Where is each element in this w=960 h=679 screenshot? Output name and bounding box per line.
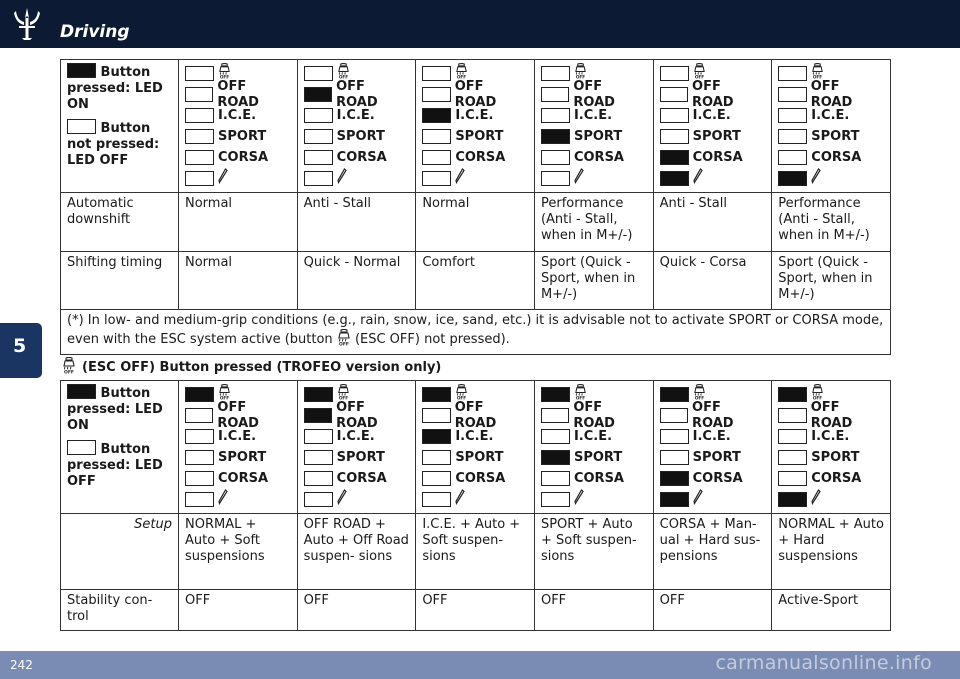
note-text-before: (*) In low- and medium-grip conditions (e.g., rain, snow, ice, sand, etc.) it is advisable not to activate SPORT or CORSA mode, even with the ESC system active (button: [67, 313, 884, 347]
button-state-cell: [179, 381, 298, 514]
mode-led: [778, 471, 807, 486]
manual-button-row: [304, 168, 410, 189]
mode-label: OFF ROAD: [217, 399, 259, 431]
manual-button-row: [660, 489, 766, 510]
mode-led: [422, 471, 451, 486]
chapter-tab[interactable]: [0, 323, 42, 378]
manual-button-row: [422, 489, 528, 510]
mode-label: SPORT: [336, 449, 385, 465]
mode-row-corsa: [778, 147, 884, 168]
svg-text:OFF: OFF: [575, 74, 586, 79]
svg-text:OFF: OFF: [219, 395, 230, 400]
mode-row-corsa: [660, 147, 766, 168]
table-cell: Normal: [416, 193, 535, 252]
mode-led: [778, 450, 807, 465]
paddle-icon: [218, 489, 228, 510]
manual-led: [185, 492, 214, 507]
mode-led: [541, 108, 570, 123]
led-status-row: [61, 60, 891, 193]
mode-label: SPORT: [455, 128, 504, 144]
note-text-after: (ESC OFF) not pressed).: [354, 332, 510, 347]
manual-button-row: [541, 489, 647, 510]
manual-button-row: [778, 489, 884, 510]
mode-label: OFF ROAD: [810, 78, 853, 110]
mode-led: [778, 408, 806, 423]
mode-led: [541, 429, 570, 444]
manual-led: [304, 171, 333, 186]
mode-row-corsa: [541, 468, 647, 489]
manual-button-row: [304, 489, 410, 510]
mode-led: [304, 408, 332, 423]
mode-row-sport: [660, 447, 766, 468]
table-cell: Performance (Anti - Stall, when in M+/-): [534, 193, 653, 252]
svg-text:OFF: OFF: [694, 395, 704, 400]
table-cell: Comfort: [416, 252, 535, 310]
mode-led: [541, 471, 570, 486]
mode-led: [422, 129, 451, 144]
mode-row-sport: [541, 447, 647, 468]
esc-led: [304, 387, 333, 402]
paddle-icon: [811, 489, 821, 510]
section-2-heading: [62, 357, 441, 378]
legend-cell: [61, 381, 179, 514]
mode-row-sport: [185, 126, 291, 147]
mode-label: I.C.E.: [218, 107, 257, 123]
mode-label: CORSA: [218, 470, 269, 486]
mode-led: [304, 150, 333, 165]
mode-row-sport: [778, 126, 884, 147]
button-state-cell: [772, 60, 891, 193]
manual-led: [541, 171, 570, 186]
mode-row-off-road: [304, 399, 410, 431]
mode-led: [778, 429, 807, 444]
mode-label: CORSA: [336, 149, 387, 165]
mode-row-corsa: [422, 147, 528, 168]
led-status-row: [61, 381, 891, 514]
esc-off-icon: [337, 335, 351, 350]
manual-button-row: [185, 168, 291, 189]
table-cell: OFF: [653, 590, 772, 631]
trident-logo: [10, 6, 44, 42]
mode-led: [541, 87, 569, 102]
mode-label: I.C.E.: [455, 107, 494, 123]
manual-led: [185, 171, 214, 186]
mode-led: [422, 408, 450, 423]
mode-led: [778, 87, 806, 102]
button-state-cell: [653, 60, 772, 193]
mode-label: OFF ROAD: [692, 78, 734, 110]
legend-on-label: Button pressed: LED ON: [67, 386, 163, 433]
paddle-icon: [693, 489, 703, 510]
page-number: 242: [10, 658, 33, 672]
table-cell: Normal: [179, 193, 298, 252]
paddle-icon: [574, 168, 584, 189]
mode-led: [541, 408, 569, 423]
led-off-swatch: [67, 440, 96, 455]
table-cell: Active-Sport: [772, 590, 891, 631]
legend-off-label: Button not pressed: LED OFF: [67, 121, 160, 168]
mode-row-off-road: [778, 399, 884, 431]
mode-led: [660, 108, 689, 123]
mode-led: [304, 429, 333, 444]
mode-row-corsa: [541, 147, 647, 168]
manual-led: [778, 492, 807, 507]
legend-cell: [61, 60, 179, 193]
automatic-downshift-row: [61, 193, 891, 252]
mode-led: [304, 108, 333, 123]
header-bar: [0, 0, 960, 48]
manual-button-row: [778, 168, 884, 189]
paddle-icon: [455, 489, 465, 510]
mode-label: SPORT: [692, 449, 741, 465]
mode-label: CORSA: [573, 470, 624, 486]
mode-label: CORSA: [455, 149, 506, 165]
esc-led: [778, 387, 807, 402]
row-label: Shifting timing: [61, 252, 179, 310]
mode-led: [660, 450, 689, 465]
mode-led: [422, 150, 451, 165]
mode-led: [185, 471, 214, 486]
mode-led: [660, 408, 688, 423]
manual-button-row: [660, 168, 766, 189]
table-cell: CORSA + Man- ual + Hard sus- pensions: [653, 514, 772, 590]
mode-led: [304, 87, 332, 102]
mode-row-sport: [778, 447, 884, 468]
manual-led: [304, 492, 333, 507]
table-cell: Quick - Corsa: [653, 252, 772, 310]
table-cell: SPORT + Auto + Soft suspen- sions: [534, 514, 653, 590]
mode-label: CORSA: [573, 149, 624, 165]
mode-label: CORSA: [218, 149, 269, 165]
mode-label: OFF ROAD: [692, 399, 734, 431]
paddle-icon: [811, 168, 821, 189]
mode-label: SPORT: [455, 449, 504, 465]
svg-text:OFF: OFF: [219, 74, 230, 79]
table-cell: Anti - Stall: [297, 193, 416, 252]
mode-row-sport: [422, 447, 528, 468]
mode-led: [185, 129, 214, 144]
table-cell: OFF: [534, 590, 653, 631]
grip-note: [61, 310, 891, 355]
manual-led: [422, 492, 451, 507]
manual-button-row: [185, 489, 291, 510]
manual-button-row: [541, 168, 647, 189]
svg-text:OFF: OFF: [338, 74, 348, 79]
mode-led: [541, 150, 570, 165]
mode-label: OFF ROAD: [336, 399, 378, 431]
mode-row-off-road: [660, 78, 766, 110]
mode-row-off-road: [778, 78, 884, 110]
mode-label: OFF ROAD: [217, 78, 259, 110]
mode-led: [778, 108, 807, 123]
button-state-cell: [179, 60, 298, 193]
esc-led: [660, 387, 689, 402]
mode-led: [660, 429, 689, 444]
row-label: Stability con- trol: [61, 590, 179, 631]
mode-led: [185, 429, 214, 444]
manual-led: [541, 492, 570, 507]
mode-led: [422, 108, 451, 123]
mode-label: OFF ROAD: [573, 399, 615, 431]
manual-led: [422, 171, 451, 186]
esc-led: [778, 66, 807, 81]
mode-led: [660, 87, 688, 102]
mode-led: [304, 129, 333, 144]
mode-row-off-road: [185, 78, 291, 110]
chapter-number: 5: [13, 335, 27, 357]
legend-on-label: Button pressed: LED ON: [67, 65, 163, 112]
mode-row-off-road: [304, 78, 410, 110]
paddle-icon: [337, 489, 347, 510]
table-cell: Quick - Normal: [297, 252, 416, 310]
led-on-swatch: [67, 63, 96, 78]
mode-row-off-road: [541, 78, 647, 110]
mode-led: [778, 150, 807, 165]
table-cell: Anti - Stall: [653, 193, 772, 252]
mode-led: [304, 450, 333, 465]
esc-led: [541, 387, 570, 402]
mode-row-corsa: [304, 147, 410, 168]
table-cell: Performance (Anti - Stall, when in M+/-): [772, 193, 891, 252]
svg-text:OFF: OFF: [813, 395, 823, 400]
esc-led: [422, 387, 451, 402]
mode-row-off-road: [541, 399, 647, 431]
mode-label: I.C.E.: [336, 428, 375, 444]
manual-led: [660, 171, 689, 186]
svg-text:OFF: OFF: [338, 395, 348, 400]
paddle-icon: [337, 168, 347, 189]
mode-label: I.C.E.: [573, 428, 613, 444]
mode-led: [422, 429, 451, 444]
mode-label: I.C.E.: [455, 428, 494, 444]
esc-led: [185, 387, 214, 402]
mode-label: I.C.E.: [336, 107, 375, 123]
mode-row-off-road: [660, 399, 766, 431]
row-label: Automatic downshift: [61, 193, 179, 252]
table-cell: NORMAL + Auto + Soft suspensions: [179, 514, 298, 590]
table-cell: OFF: [297, 590, 416, 631]
mode-row-corsa: [304, 468, 410, 489]
table-cell: OFF: [179, 590, 298, 631]
mode-row-off-road: [422, 399, 528, 431]
button-state-cell: [653, 381, 772, 514]
mode-row-off-road: [422, 78, 528, 110]
svg-text:OFF: OFF: [813, 74, 823, 79]
mode-label: OFF ROAD: [810, 399, 853, 431]
mode-label: I.C.E.: [692, 107, 731, 123]
mode-row-sport: [541, 126, 647, 147]
esc-led: [660, 66, 689, 81]
mode-label: I.C.E.: [218, 428, 257, 444]
esc-led: [422, 66, 451, 81]
mode-label: CORSA: [811, 470, 862, 486]
mode-led: [541, 450, 570, 465]
button-state-cell: [772, 381, 891, 514]
mode-led: [185, 108, 214, 123]
table-cell: Sport (Quick - Sport, when in M+/-): [534, 252, 653, 310]
mode-label: SPORT: [811, 449, 860, 465]
mode-label: SPORT: [573, 449, 623, 465]
mode-row-off-road: [185, 399, 291, 431]
mode-led: [185, 150, 214, 165]
table-cell: OFF ROAD + Auto + Off Road suspen- sions: [297, 514, 416, 590]
mode-led: [304, 471, 333, 486]
mode-led: [185, 408, 213, 423]
esc-led: [541, 66, 570, 81]
mode-label: SPORT: [218, 128, 267, 144]
mode-label: SPORT: [811, 128, 860, 144]
mode-label: OFF ROAD: [454, 399, 497, 431]
button-state-cell: [534, 60, 653, 193]
button-state-cell: [416, 381, 535, 514]
shifting-timing-row: [61, 252, 891, 310]
paddle-icon: [574, 489, 584, 510]
section-2-heading-text: (ESC OFF) Button pressed (TROFEO version only): [82, 360, 442, 375]
esc-off-icon: [62, 357, 82, 378]
section-title: Driving: [60, 22, 130, 42]
button-state-cell: [416, 60, 535, 193]
note-row: [61, 310, 891, 355]
table-cell: OFF: [416, 590, 535, 631]
trofeo-modes-table: [60, 380, 891, 631]
mode-row-sport: [422, 126, 528, 147]
mode-row-corsa: [778, 468, 884, 489]
mode-label: OFF ROAD: [336, 78, 378, 110]
stability-control-row: [61, 590, 891, 631]
svg-text:OFF: OFF: [694, 74, 704, 79]
table-cell: NORMAL + Auto + Hard suspensions: [772, 514, 891, 590]
setup-row: [61, 514, 891, 590]
paddle-icon: [693, 168, 703, 189]
manual-led: [778, 171, 807, 186]
mode-label: OFF ROAD: [573, 78, 615, 110]
button-state-cell: [534, 381, 653, 514]
manual-button-row: [422, 168, 528, 189]
esc-led: [185, 66, 214, 81]
mode-label: OFF ROAD: [454, 78, 497, 110]
table-cell: I.C.E. + Auto + Soft suspen- sions: [416, 514, 535, 590]
mode-label: SPORT: [218, 449, 267, 465]
mode-row-sport: [660, 126, 766, 147]
svg-text:OFF: OFF: [457, 395, 467, 400]
mode-label: SPORT: [692, 128, 741, 144]
row-label: Setup: [61, 514, 179, 590]
mode-led: [778, 129, 807, 144]
mode-label: CORSA: [455, 470, 506, 486]
svg-text:OFF: OFF: [457, 74, 467, 79]
mode-label: I.C.E.: [692, 428, 731, 444]
esc-led: [304, 66, 333, 81]
mode-row-corsa: [660, 468, 766, 489]
mode-row-sport: [304, 126, 410, 147]
manual-led: [660, 492, 689, 507]
mode-row-corsa: [422, 468, 528, 489]
mode-led: [185, 87, 213, 102]
mode-led: [660, 129, 689, 144]
footer-bar: [0, 651, 960, 679]
mode-led: [541, 129, 570, 144]
mode-label: I.C.E.: [811, 428, 850, 444]
mode-label: I.C.E.: [573, 107, 613, 123]
mode-led: [422, 87, 450, 102]
button-state-cell: [297, 60, 416, 193]
mode-row-corsa: [185, 468, 291, 489]
svg-text:OFF: OFF: [338, 342, 349, 346]
led-off-swatch: [67, 119, 96, 134]
mode-label: CORSA: [336, 470, 387, 486]
mode-led: [660, 471, 689, 486]
legend-off-label: Button pressed: LED OFF: [67, 442, 163, 489]
mode-label: CORSA: [692, 470, 743, 486]
drive-modes-table: [60, 59, 891, 355]
mode-label: SPORT: [573, 128, 623, 144]
mode-row-sport: [304, 447, 410, 468]
paddle-icon: [218, 168, 228, 189]
button-state-cell: [297, 381, 416, 514]
mode-row-corsa: [185, 147, 291, 168]
table-cell: Normal: [179, 252, 298, 310]
table-cell: Sport (Quick - Sport, when in M+/-): [772, 252, 891, 310]
watermark: carmanualsonline.info: [715, 652, 932, 674]
mode-label: SPORT: [336, 128, 385, 144]
mode-label: CORSA: [811, 149, 862, 165]
paddle-icon: [455, 168, 465, 189]
mode-led: [422, 450, 451, 465]
mode-led: [185, 450, 214, 465]
svg-text:OFF: OFF: [575, 395, 586, 400]
led-on-swatch: [67, 384, 96, 399]
mode-row-sport: [185, 447, 291, 468]
mode-led: [660, 150, 689, 165]
mode-label: I.C.E.: [811, 107, 850, 123]
mode-label: CORSA: [692, 149, 743, 165]
svg-text:OFF: OFF: [64, 370, 74, 374]
